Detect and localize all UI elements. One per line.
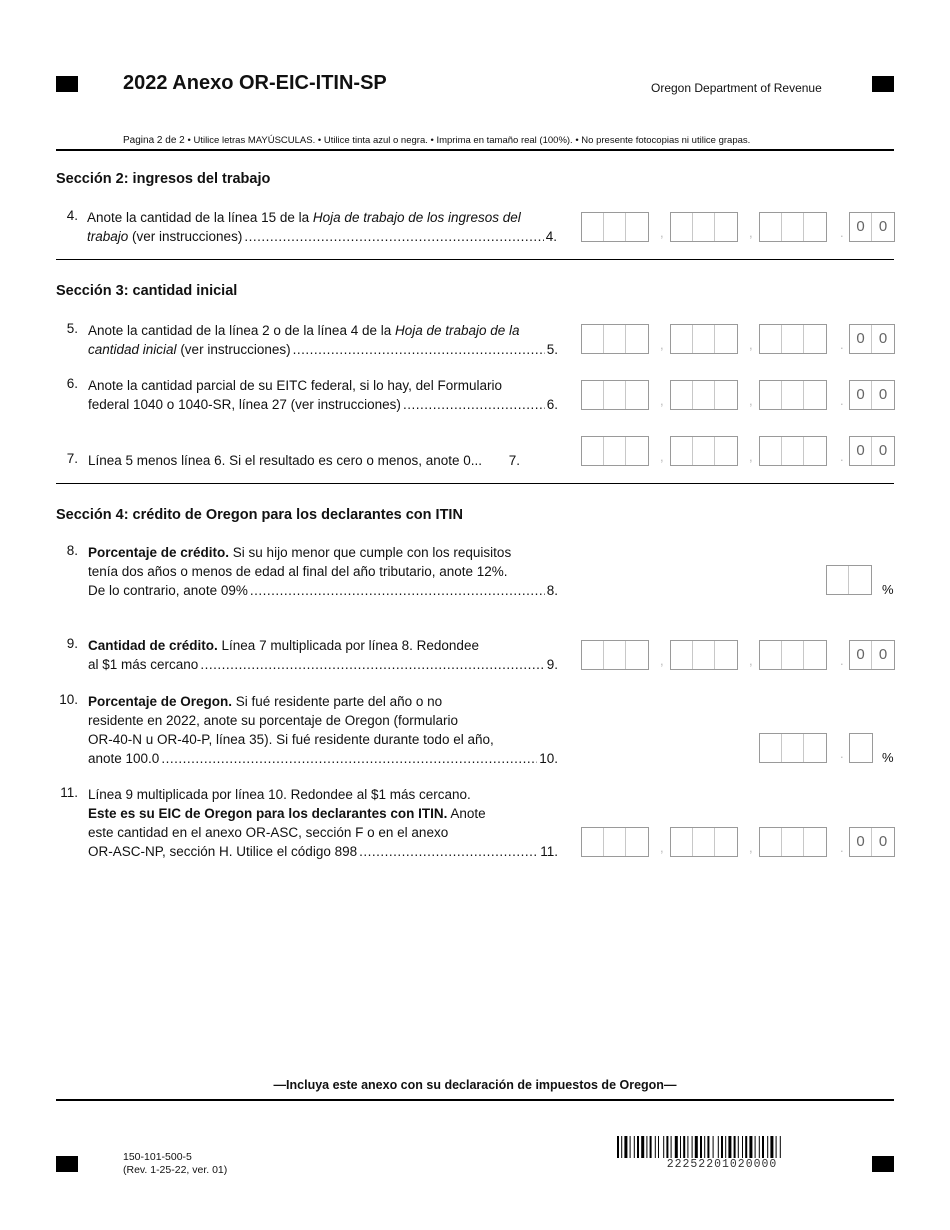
cents-box: 0 0 [849, 212, 895, 242]
line-10-text: Porcentaje de Oregon. Si fué residente parte del año o no residente en 2022, anote su porcentaje de Oregon (formulario OR-40-N u OR-40-P, línea 35). Si fué residente durante todo el año, anote 100.0 ..... 10. [88, 692, 558, 768]
footer-note: —Incluya este anexo con su declaración de impuestos de Oregon— [273, 1078, 677, 1092]
form-title: 2022 Anexo OR-EIC-ITIN-SP [123, 72, 387, 94]
amount-box[interactable] [759, 212, 827, 242]
amount-box[interactable] [581, 324, 649, 354]
percent-sign: % [882, 750, 894, 765]
comma-separator: , [660, 393, 664, 408]
line-7-number: 7. [66, 451, 78, 466]
amount-box[interactable] [581, 212, 649, 242]
section-3-heading: Sección 3: cantidad inicial [56, 283, 238, 299]
line-11-number: 11. [60, 785, 78, 800]
comma-separator: , [660, 225, 664, 240]
amount-box[interactable] [581, 436, 649, 466]
print-instructions: • Utilice letras MAYÚSCULAS. • Utilice tinta azul o negra. • Imprima en tamaño real (100%). • No presente fotocopias ni utilice grapas. [187, 135, 751, 146]
comma-separator: , [749, 653, 753, 668]
registration-mark-top-left [56, 76, 78, 92]
line-8-text: Porcentaje de crédito. Si su hijo menor que cumple con los requisitos tenía dos años o menos de edad al final del año tributario, anote 12%. De lo contrario, anote 09% ..... 8. [88, 543, 558, 600]
amount-box[interactable] [581, 380, 649, 410]
amount-box[interactable] [581, 640, 649, 670]
cents-box: 0 0 [849, 324, 895, 354]
line-10-number: 10. [59, 692, 78, 707]
decimal-separator: . [840, 225, 844, 240]
amount-box[interactable] [670, 640, 738, 670]
form-number: 150-101-500-5 [123, 1151, 192, 1163]
footer-rule [56, 1099, 894, 1101]
header-rule [56, 149, 894, 151]
decimal-separator: . [840, 746, 844, 761]
comma-separator: , [749, 840, 753, 855]
comma-separator: , [749, 337, 753, 352]
line-6-text: Anote la cantidad parcial de su EITC federal, si lo hay, del Formulario federal 1040 o 1040-SR, línea 27 (ver instrucciones) ..... 6. [88, 376, 558, 414]
amount-box[interactable] [670, 324, 738, 354]
percent-decimal-box[interactable] [849, 733, 873, 763]
cents-box: 0 0 [849, 640, 895, 670]
percent-sign: % [882, 582, 894, 597]
percent-box[interactable] [826, 565, 872, 595]
amount-box[interactable] [670, 212, 738, 242]
amount-box[interactable] [759, 640, 827, 670]
line-9-number: 9. [66, 636, 78, 651]
amount-box[interactable] [759, 324, 827, 354]
header-instructions [123, 135, 750, 146]
decimal-separator: . [840, 449, 844, 464]
comma-separator: , [749, 449, 753, 464]
line-4-text: Anote la cantidad de la línea 15 de la Hoja de trabajo de los ingresos del trabajo (ver instrucciones) ..... 4. [87, 208, 557, 246]
line-5-text: Anote la cantidad de la línea 2 o de la línea 4 de la Hoja de trabajo de la cantidad inicial (ver instrucciones) ..... 5. [88, 321, 558, 359]
comma-separator: , [660, 337, 664, 352]
decimal-separator: . [840, 653, 844, 668]
form-revision: (Rev. 1-25-22, ver. 01) [123, 1164, 228, 1176]
comma-separator: , [749, 393, 753, 408]
amount-box[interactable] [581, 827, 649, 857]
amount-box[interactable] [670, 827, 738, 857]
section-2-heading: Sección 2: ingresos del trabajo [56, 171, 271, 187]
section-divider [56, 483, 894, 484]
amount-box[interactable] [759, 827, 827, 857]
line-6-number: 6. [66, 376, 78, 391]
section-divider [56, 259, 894, 260]
amount-box[interactable] [759, 436, 827, 466]
comma-separator: , [660, 449, 664, 464]
line-11-text: Línea 9 multiplicada por línea 10. Redondee al $1 más cercano. Este es su EIC de Oregon para los declarantes con ITIN. Anote este cantidad en el anexo OR-ASC, sección F o en el anexo OR-ASC-NP, sección H. Utilice el código 898 ..... 11. [88, 785, 558, 861]
cents-box: 0 0 [849, 436, 895, 466]
line-4-number: 4. [66, 208, 78, 223]
comma-separator: , [660, 840, 664, 855]
section-4-heading: Sección 4: crédito de Oregon para los declarantes con ITIN [56, 507, 463, 523]
registration-mark-bottom-left [56, 1156, 78, 1172]
amount-box[interactable] [670, 380, 738, 410]
amount-box[interactable] [670, 436, 738, 466]
line-8-number: 8. [66, 543, 78, 558]
comma-separator: , [660, 653, 664, 668]
form-number-block [123, 1151, 227, 1177]
line-7-text: Línea 5 menos línea 6. Si el resultado es cero o menos, anote 0... 7. [88, 453, 520, 468]
decimal-separator: . [840, 393, 844, 408]
line-5-number: 5. [66, 321, 78, 336]
percent-whole-box[interactable] [759, 733, 827, 763]
page-number: Pagina 2 de 2 [123, 135, 185, 146]
amount-box[interactable] [759, 380, 827, 410]
comma-separator: , [749, 225, 753, 240]
barcode [617, 1136, 827, 1158]
registration-mark-bottom-right [872, 1156, 894, 1172]
decimal-separator: . [840, 337, 844, 352]
registration-mark-top-right [872, 76, 894, 92]
cents-box: 0 0 [849, 380, 895, 410]
decimal-separator: . [840, 840, 844, 855]
barcode-number: 22252201020000 [666, 1158, 778, 1171]
cents-box: 0 0 [849, 827, 895, 857]
agency-name: Oregon Department of Revenue [651, 81, 822, 95]
line-9-text: Cantidad de crédito. Línea 7 multiplicada por línea 8. Redondee al $1 más cercano ..... 9. [88, 636, 558, 674]
